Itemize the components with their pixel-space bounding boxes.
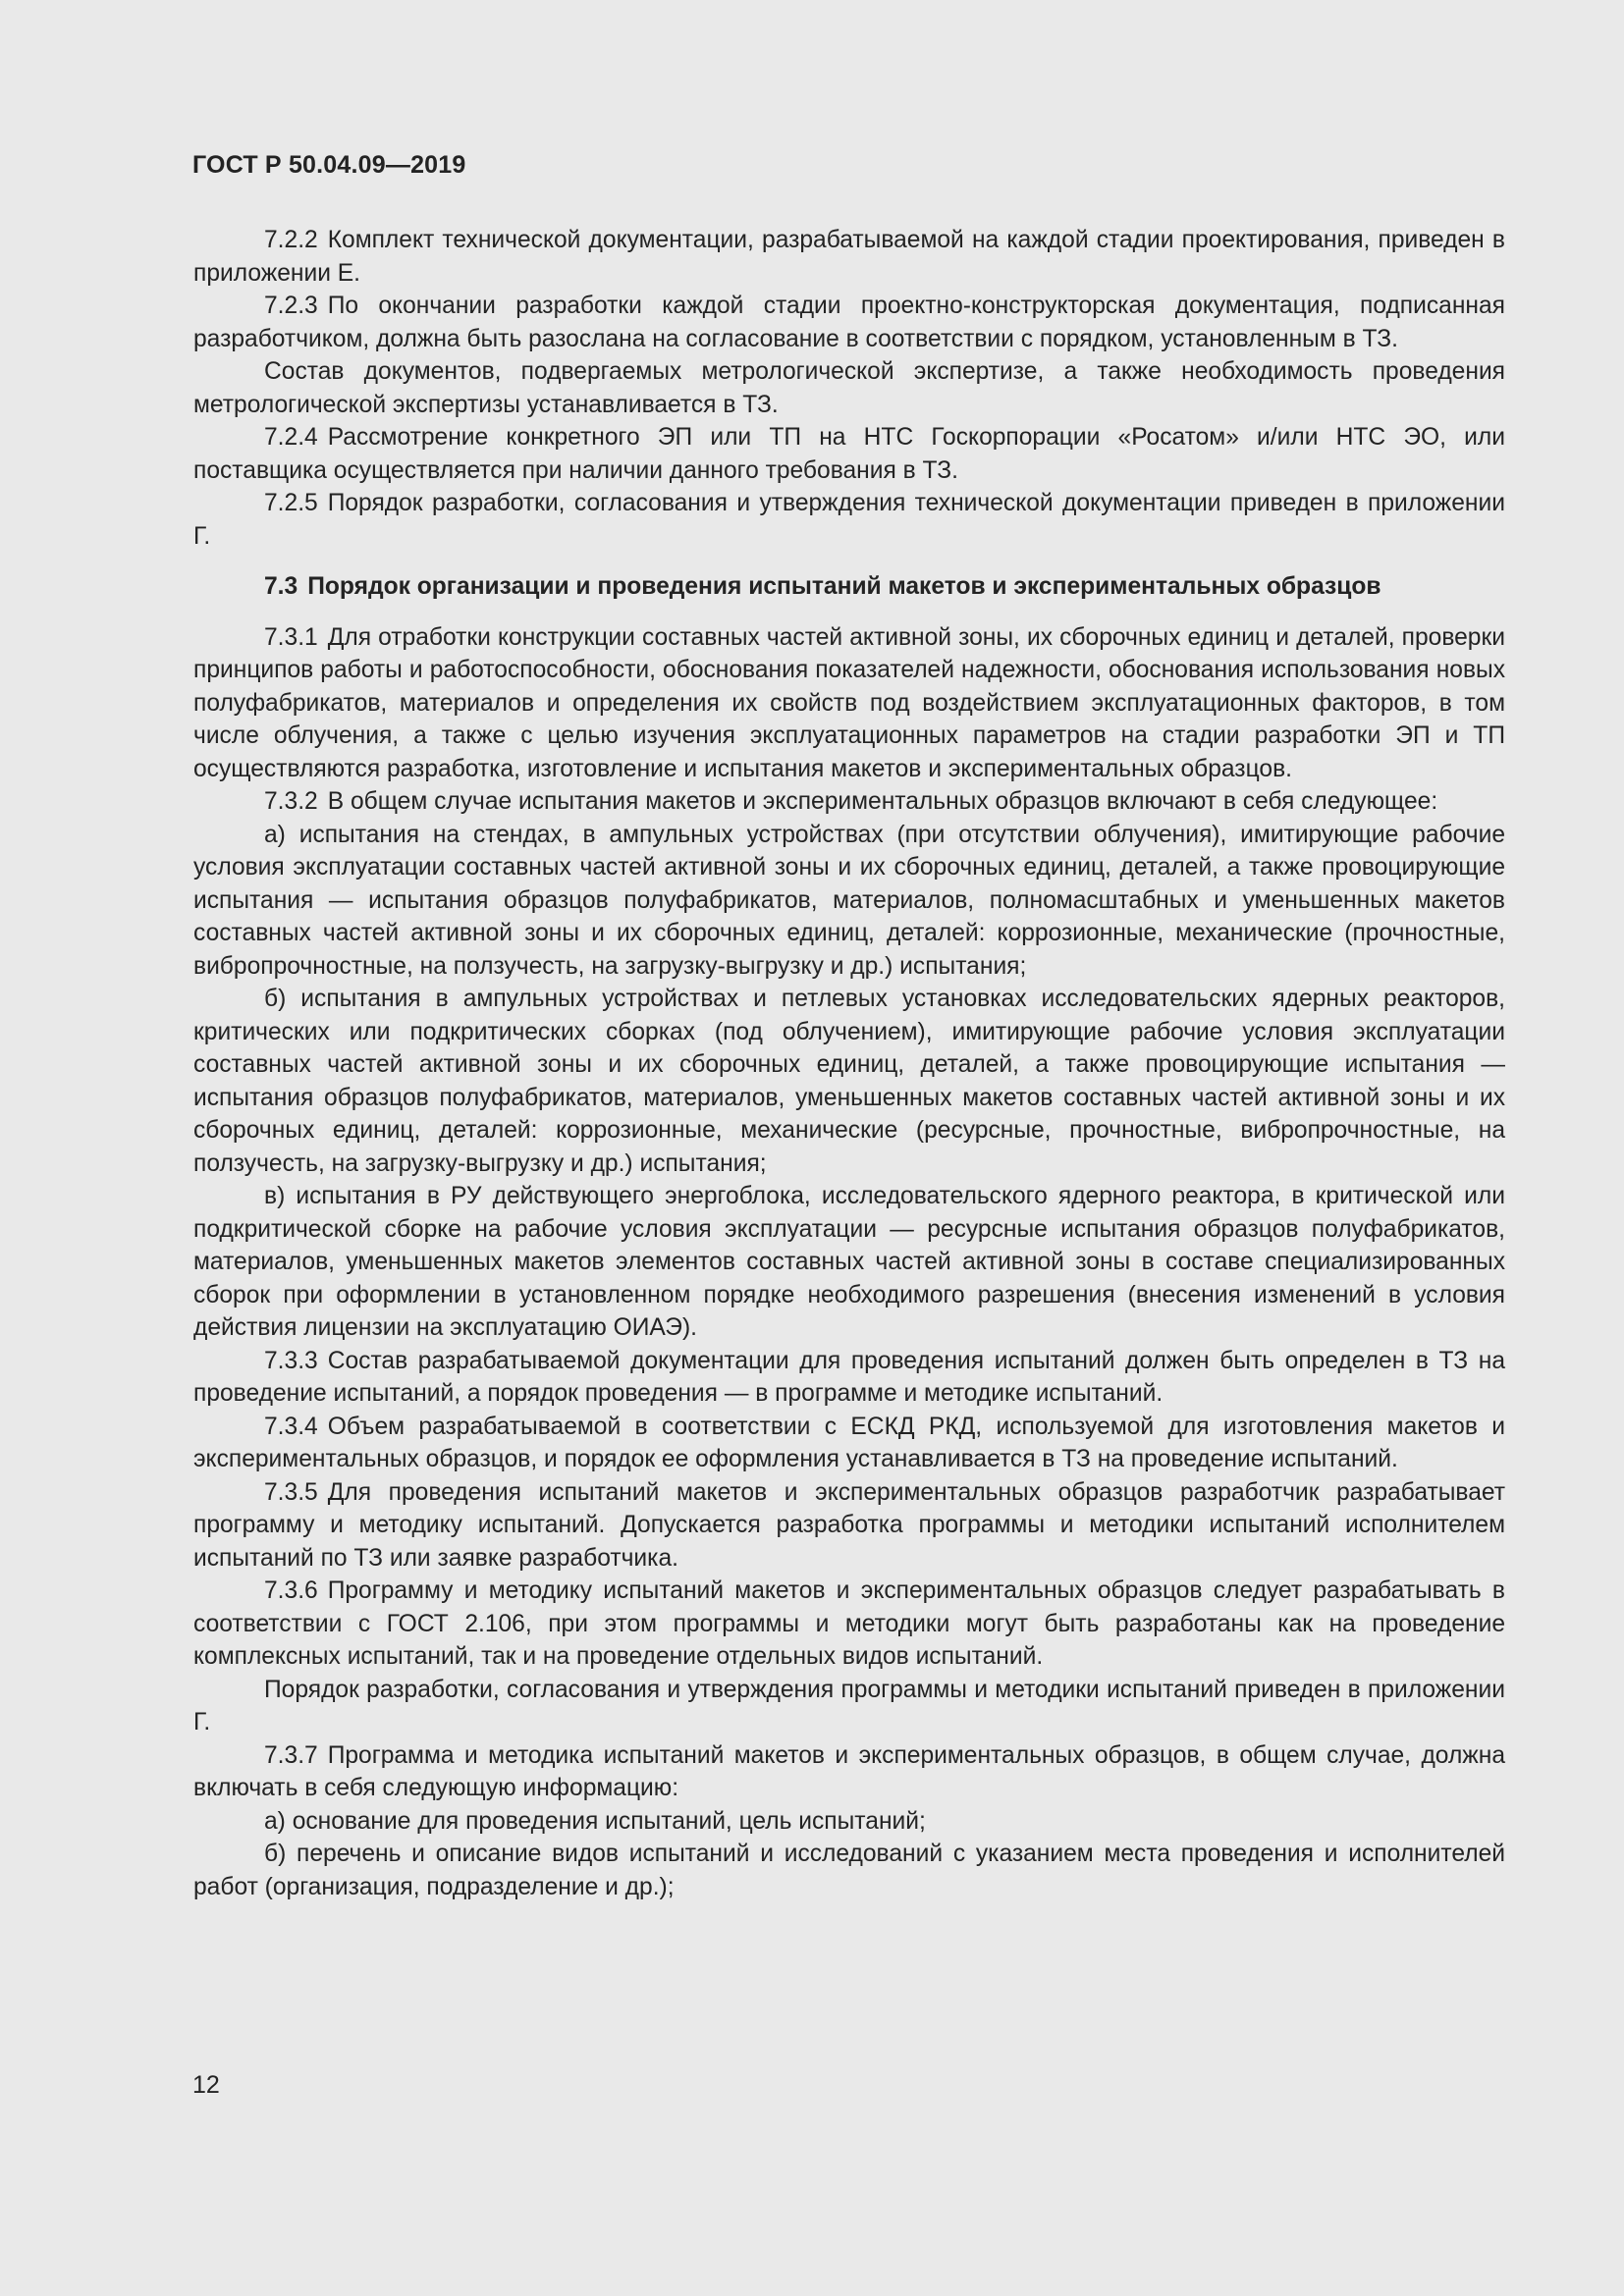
- paragraph-7-3-6: [193, 1575, 1505, 1674]
- paragraph-procedure: [193, 1674, 1505, 1739]
- paragraph-7-3-5: [193, 1476, 1505, 1575]
- paragraph-metrology: [193, 355, 1505, 421]
- clause-number: 7.3.7: [264, 1741, 318, 1769]
- paragraph-text: б) испытания в ампульных устройствах и петлевых установках исследовательских ядерных реакторов, критических или подкритических сборках (под облучением), имитирующие рабочие условия эксплуатации составных частей активной зоны и их сборочных единиц, деталей, а также провоцирующие испытания — испытания образцов полуфабрикатов, материалов, уменьшенных макетов составных частей активной зоны и их сборочных единиц, деталей: коррозионные, механические (ресурсные, прочностные, вибропрочностные, на ползучесть, на загрузку-выгрузку и др.) испытания;: [193, 986, 1505, 1177]
- document-header: ГОСТ Р 50.04.09—2019: [192, 151, 466, 179]
- paragraph-text: Комплект технической документации, разрабатываемой на каждой стадии проектирования, приведен в приложении Е.: [193, 227, 1505, 287]
- list-item-b-list: [193, 1838, 1505, 1903]
- paragraph-text: Программа и методика испытаний макетов и экспериментальных образцов, в общем случае, должна включать в себя следующую информацию:: [193, 1741, 1505, 1801]
- paragraph-text: По окончании разработки каждой стадии проектно-конструкторская документация, подписанная разработчиком, должна быть разослана на согласование в соответствии с порядком, установленным в ТЗ.: [193, 293, 1505, 352]
- paragraph-7-3-1: [193, 621, 1505, 786]
- clause-number: 7.3.2: [264, 788, 318, 815]
- paragraph-text: Порядок разработки, согласования и утверждения технической документации приведен в приложении Г.: [193, 490, 1505, 550]
- clause-number: 7.3.5: [264, 1478, 318, 1506]
- list-item-a: [193, 819, 1505, 984]
- paragraph-text: Объем разрабатываемой в соответствии с ЕСКД РКД, используемой для изготовления макетов и экспериментальных образцов, и порядок ее оформления устанавливается в ТЗ на проведение испытаний.: [193, 1413, 1505, 1472]
- paragraph-text: а) испытания на стендах, в ампульных устройствах (при отсутствии облучения), имитирующие рабочие условия эксплуатации составных частей активной зоны и их сборочных единиц, деталей, а также провоцирующие испытания — испытания образцов полуфабрикатов, материалов, полномасштабных и уменьшенных макетов составных частей активной зоны и их сборочных единиц, деталей: коррозионные, механические (прочностные, вибропрочностные, на ползучесть, на загрузку-выгрузку и др.) испытания;: [193, 821, 1505, 980]
- paragraph-text: Состав разрабатываемой документации для проведения испытаний должен быть определен в ТЗ на проведение испытаний, а порядок проведения — в программе и методике испытаний.: [193, 1347, 1505, 1407]
- clause-number: 7.3.6: [264, 1577, 318, 1604]
- paragraph-7-2-4: [193, 421, 1505, 487]
- clause-number: 7.2.4: [264, 424, 318, 451]
- list-item-v: [193, 1180, 1505, 1345]
- paragraph-7-3-3: [193, 1345, 1505, 1411]
- paragraph-7-2-5: [193, 487, 1505, 553]
- paragraph-text: б) перечень и описание видов испытаний и исследований с указанием места проведения и исполнителей работ (организация, подразделение и др.);: [193, 1841, 1505, 1900]
- section-number: 7.3: [264, 573, 298, 600]
- paragraph-text: в) испытания в РУ действующего энергоблока, исследовательского ядерного реактора, в критической или подкритической сборке на рабочие условия эксплуатации — ресурсные испытания образцов полуфабрикатов, материалов, уменьшенных макетов элементов составных частей активной зоны в составе специализированных сборок при оформлении в установленном порядке необходимого разрешения (внесения изменений в условия действия лицензии на эксплуатацию ОИАЭ).: [193, 1183, 1505, 1341]
- clause-number: 7.2.3: [264, 293, 318, 319]
- page-number: 12: [192, 2071, 220, 2099]
- document-body: [193, 224, 1505, 1903]
- paragraph-text: а) основание для проведения испытаний, цель испытаний;: [264, 1807, 926, 1835]
- section-title: Порядок организации и проведения испытаний макетов и экспериментальных образцов: [307, 573, 1381, 600]
- section-heading-7-3: [193, 570, 1505, 604]
- clause-number: 7.2.5: [264, 490, 318, 516]
- paragraph-text: В общем случае испытания макетов и экспериментальных образцов включают в себя следующее:: [327, 788, 1438, 815]
- paragraph-text: Рассмотрение конкретного ЭП или ТП на НТС Госкорпорации «Росатом» и/или НТС ЭО, или поставщика осуществляется при наличии данного требования в ТЗ.: [193, 424, 1505, 484]
- paragraph-7-3-7: [193, 1739, 1505, 1805]
- clause-number: 7.3.3: [264, 1347, 318, 1374]
- paragraph-text: Программу и методику испытаний макетов и экспериментальных образцов следует разрабатывать в соответствии с ГОСТ 2.106, при этом программы и методики могут быть разработаны как на проведение комплексных испытаний, так и на проведение отдельных видов испытаний.: [193, 1577, 1505, 1670]
- paragraph-text: Для отработки конструкции составных частей активной зоны, их сборочных единиц и деталей, проверки принципов работы и работоспособности, обоснования показателей надежности, обоснования использования новых полуфабрикатов, материалов и определения их свойств под воздействием эксплуатационных факторов, в том числе облучения, а также с целью изучения эксплуатационных параметров на стадии разработки ЭП и ТП осуществляются разработка, изготовление и испытания макетов и экспериментальных образцов.: [193, 623, 1505, 782]
- clause-number: 7.2.2: [264, 227, 318, 253]
- clause-number: 7.3.1: [264, 623, 318, 651]
- paragraph-7-2-3: [193, 290, 1505, 355]
- paragraph-7-3-4: [193, 1411, 1505, 1476]
- list-item-b: [193, 983, 1505, 1180]
- paragraph-text: Порядок разработки, согласования и утверждения программы и методики испытаний приведен в приложении Г.: [193, 1676, 1505, 1735]
- paragraph-text: Для проведения испытаний макетов и экспериментальных образцов разработчик разрабатывает программу и методику испытаний. Допускается разработка программы и методики испытаний исполнителем испытаний по ТЗ или заявке разработчика.: [193, 1478, 1505, 1572]
- paragraph-text: Состав документов, подвергаемых метрологической экспертизе, а также необходимость проведения метрологической экспертизы устанавливается в ТЗ.: [193, 358, 1505, 418]
- clause-number: 7.3.4: [264, 1413, 318, 1440]
- paragraph-7-2-2: [193, 224, 1505, 290]
- list-item-a-basis: [193, 1805, 1505, 1839]
- paragraph-7-3-2: [193, 785, 1505, 819]
